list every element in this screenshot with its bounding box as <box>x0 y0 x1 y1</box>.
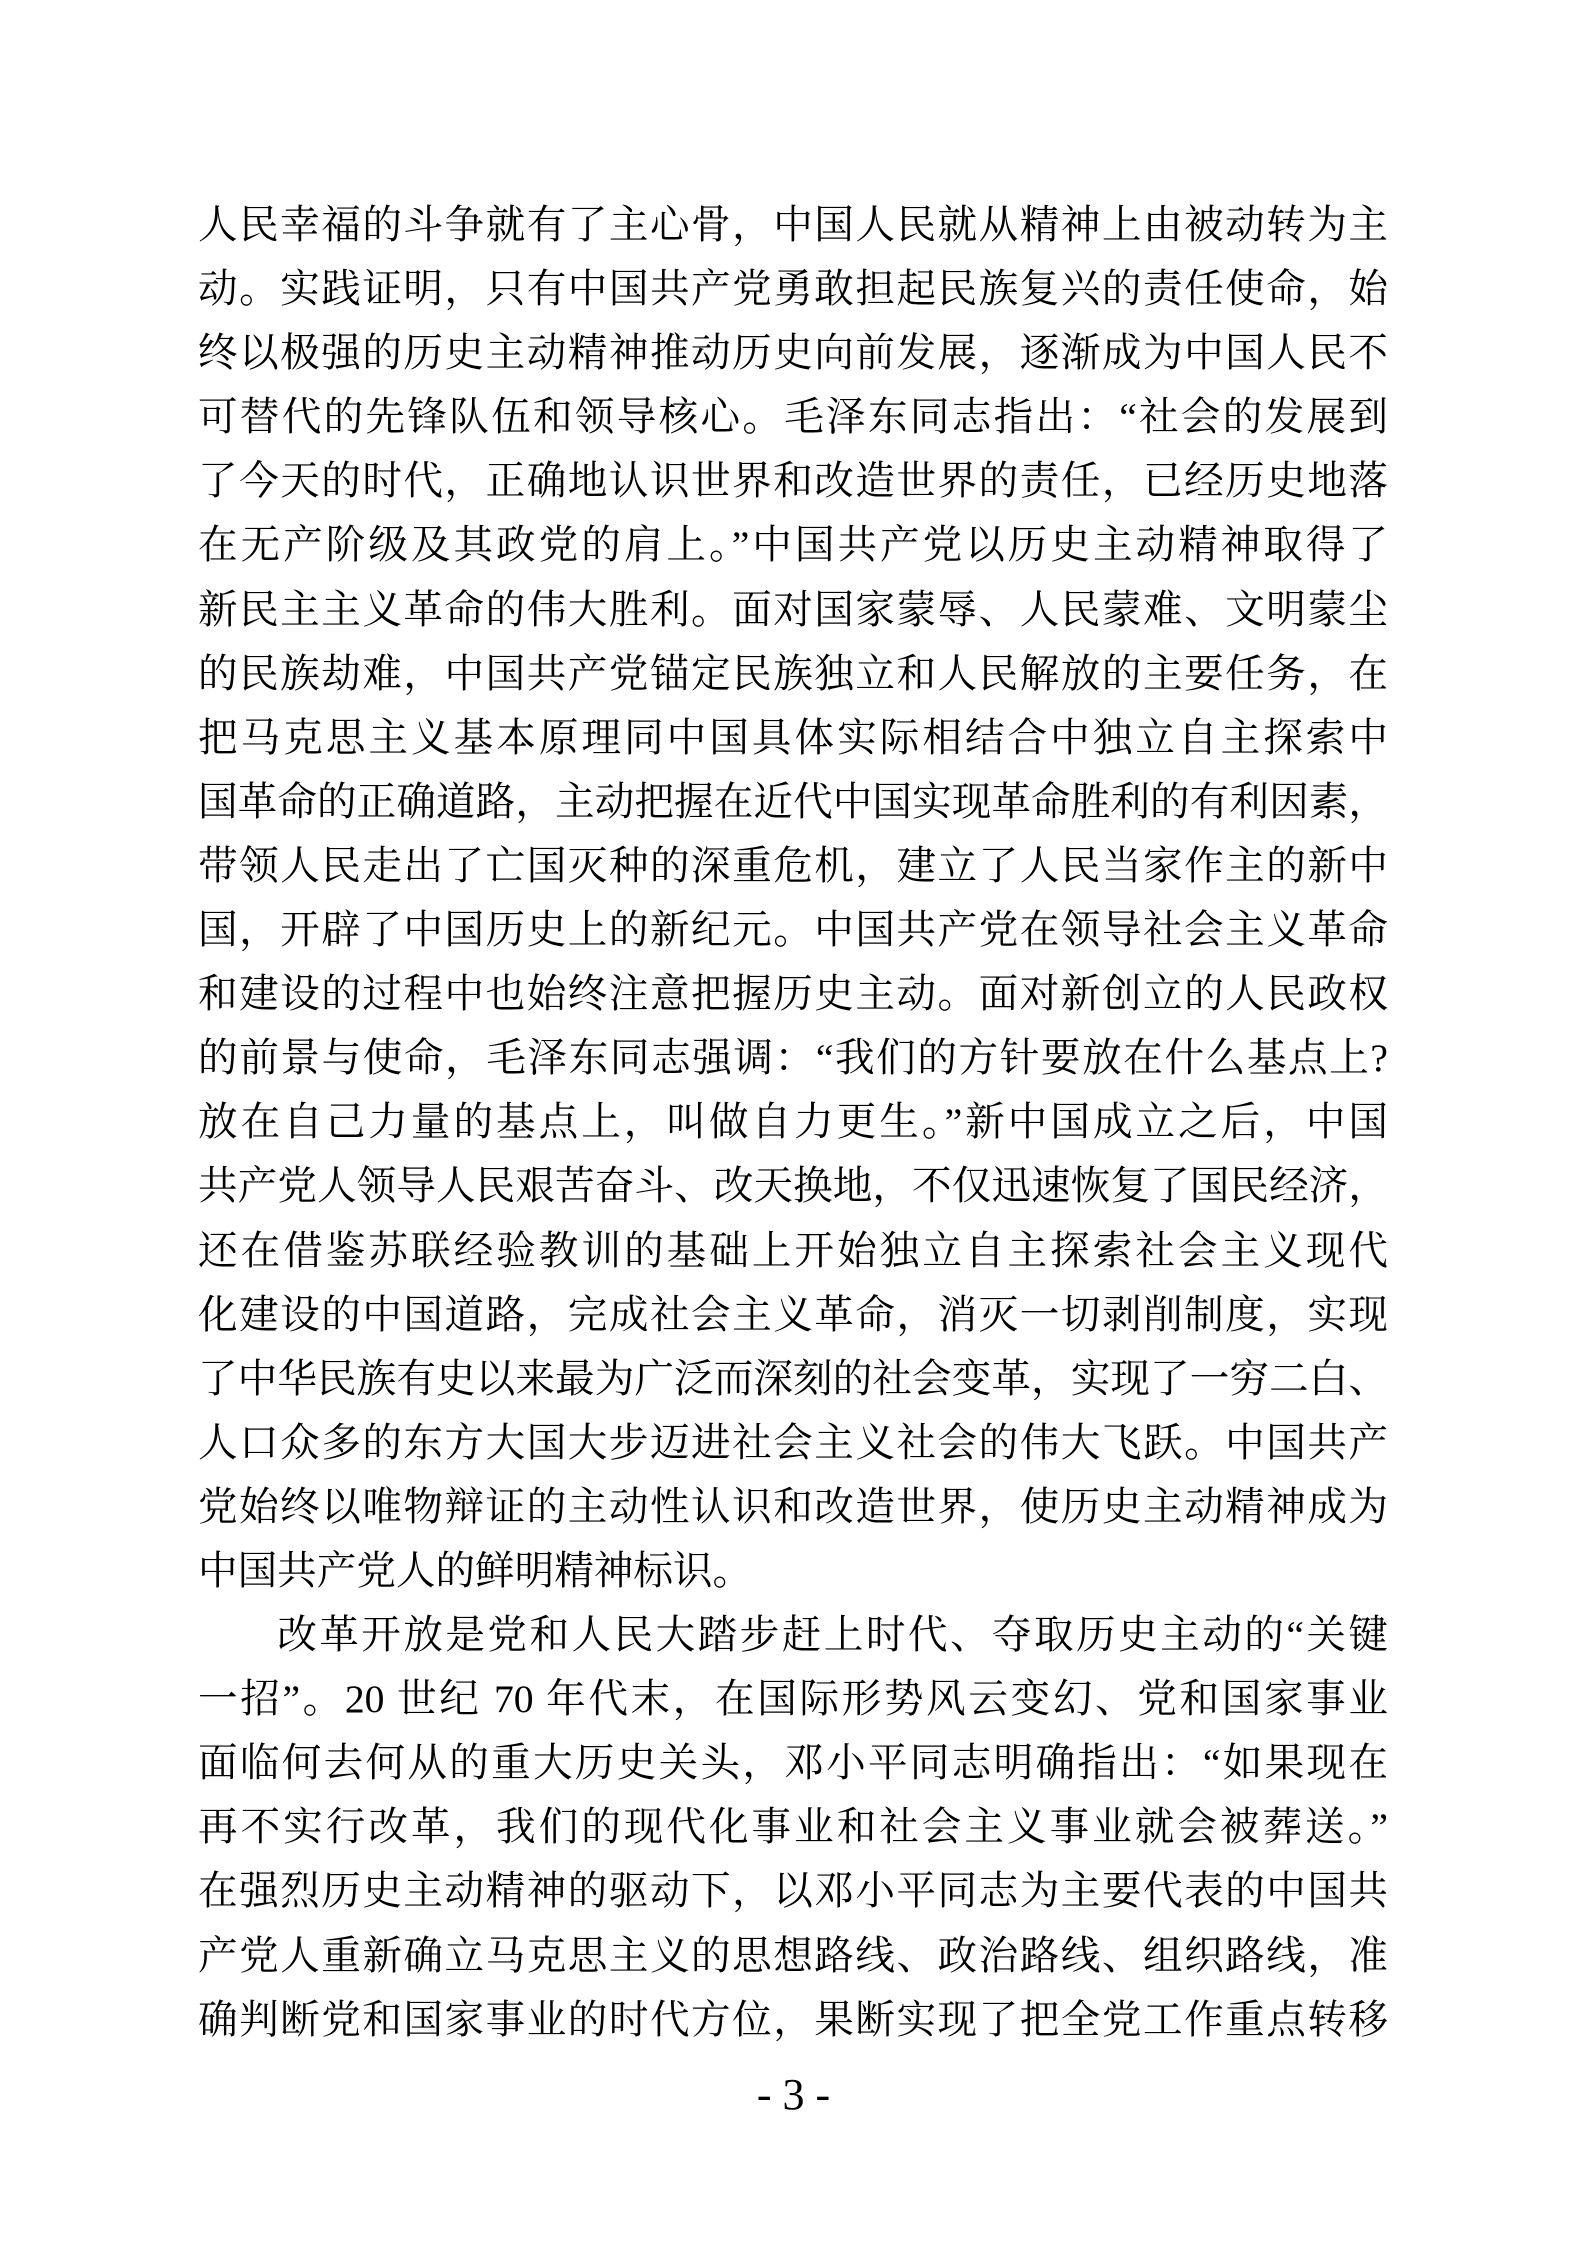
text-line: 国，开辟了中国历史上的新纪元。中国共产党在领导社会主义革命 <box>198 908 1388 953</box>
text-line: 确判断党和国家事业的时代方位，果断实现了把全党工作重点转移 <box>198 1997 1388 2042</box>
text-line: 可替代的先锋队伍和领导核心。毛泽东同志指出：“社会的发展到 <box>198 395 1388 440</box>
text-line: 和建设的过程中也始终注意把握历史主动。面对新创立的人民政权 <box>198 972 1388 1017</box>
text-line: 了中华民族有史以来最为广泛而深刻的社会变革，实现了一穷二白、 <box>198 1356 1388 1401</box>
page-number: - 3 - <box>756 2070 831 2119</box>
document-body <box>198 193 1388 2052</box>
text-line: 还在借鉴苏联经验教训的基础上开始独立自主探索社会主义现代 <box>198 1228 1388 1273</box>
text-line: 把马克思主义基本原理同中国具体实际相结合中独立自主探索中 <box>198 715 1388 760</box>
text-line: 国革命的正确道路，主动把握在近代中国实现革命胜利的有利因素， <box>198 779 1388 824</box>
text-line: 的前景与使命，毛泽东同志强调：“我们的方针要放在什么基点上? <box>198 1036 1388 1081</box>
text-line: 改革开放是党和人民大踏步赶上时代、夺取历史主动的“关键 <box>277 1613 1388 1658</box>
text-line: 共产党人领导人民艰苦奋斗、改天换地，不仅迅速恢复了国民经济， <box>198 1164 1388 1209</box>
text-line: 一招”。20 世纪 70 年代末，在国际形势风云变幻、党和国家事业 <box>198 1677 1388 1722</box>
text-line: 了今天的时代，正确地认识世界和改造世界的责任，已经历史地落 <box>198 459 1388 504</box>
text-line: 人民幸福的斗争就有了主心骨，中国人民就从精神上由被动转为主 <box>198 203 1388 247</box>
text-line: 的民族劫难，中国共产党锚定民族独立和人民解放的主要任务，在 <box>198 651 1388 696</box>
text-line: 产党人重新确立马克思主义的思想路线、政治路线、组织路线，准 <box>198 1933 1388 1978</box>
text-line: 新民主主义革命的伟大胜利。面对国家蒙辱、人民蒙难、文明蒙尘 <box>198 587 1388 632</box>
text-line: 在无产阶级及其政党的肩上。”中国共产党以历史主动精神取得了 <box>198 523 1388 568</box>
text-line: 人口众多的东方大国大步迈进社会主义社会的伟大飞跃。中国共产 <box>198 1420 1388 1465</box>
text-line: 化建设的中国道路，完成社会主义革命，消灭一切剥削制度，实现 <box>198 1292 1388 1337</box>
text-line: 党始终以唯物辩证的主动性认识和改造世界，使历史主动精神成为 <box>198 1484 1388 1529</box>
text-line: 放在自己力量的基点上，叫做自力更生。”新中国成立之后，中国 <box>198 1100 1388 1145</box>
text-line: 再不实行改革，我们的现代化事业和社会主义事业就会被葬送。” <box>198 1805 1388 1850</box>
text-line: 在强烈历史主动精神的驱动下，以邓小平同志为主要代表的中国共 <box>198 1869 1388 1914</box>
text-line: 中国共产党人的鲜明精神标识。 <box>198 1548 753 1593</box>
text-line: 面临何去何从的重大历史关头，邓小平同志明确指出：“如果现在 <box>198 1741 1388 1786</box>
text-line: 动。实践证明，只有中国共产党勇敢担起民族复兴的责任使命，始 <box>198 267 1388 312</box>
text-line: 带领人民走出了亡国灭种的深重危机，建立了人民当家作主的新中 <box>198 843 1388 888</box>
text-line: 终以极强的历史主动精神推动历史向前发展，逐渐成为中国人民不 <box>198 331 1388 376</box>
